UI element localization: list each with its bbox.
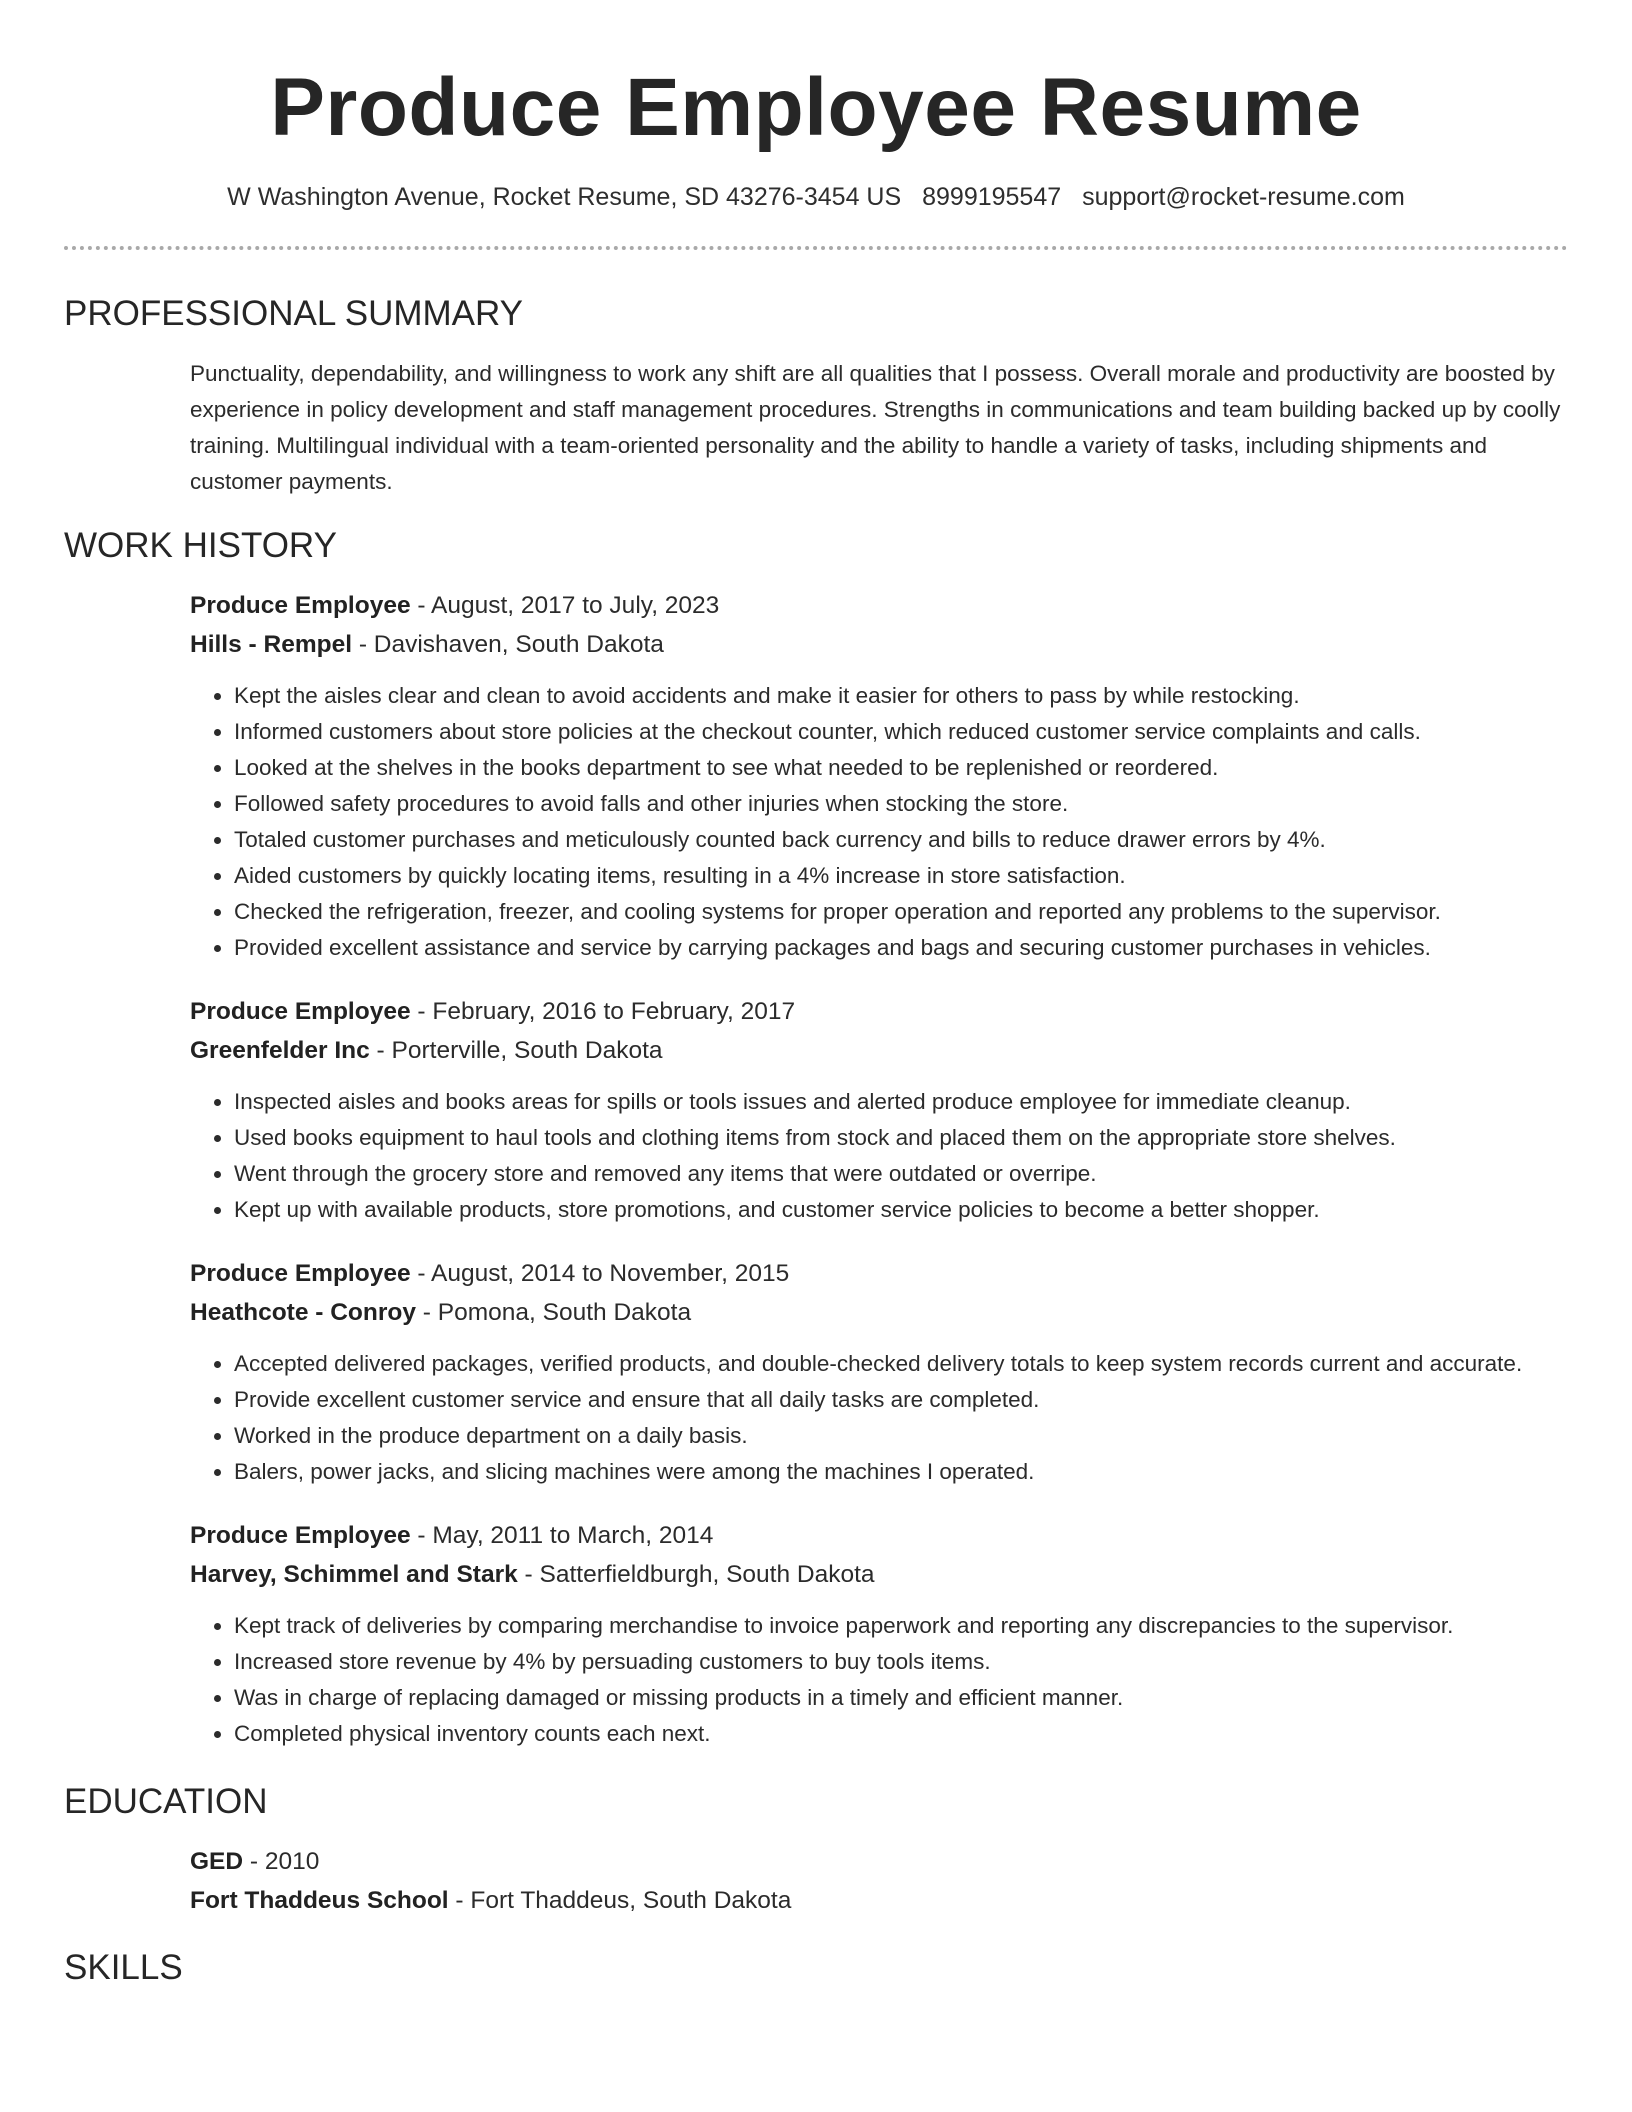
education-school: Fort Thaddeus School [190,1887,449,1914]
education-degree-line [190,1842,1568,1881]
job-bullets [190,1346,1568,1490]
job-location: - Pomona, South Dakota [415,1299,692,1326]
job-title: Produce Employee [190,998,411,1025]
job-entry [190,1254,1568,1490]
job-title-line [190,1254,1568,1293]
job-location: - Davishaven, South Dakota [352,631,664,658]
job-bullets [190,1608,1568,1752]
list-item: • Balers, power jacks, and slicing machines were among the machines I operated. [234,1454,1568,1490]
job-company: Heathcote - Conroy [190,1299,416,1326]
list-item: • Kept up with available products, store promotions, and customer service policies to become a better shopper. [234,1192,1568,1228]
list-item: • Kept the aisles clear and clean to avoid accidents and make it easier for others to pass by while restocking. [234,678,1568,714]
job-entry [190,1516,1568,1752]
job-company-line [190,625,1568,664]
job-company-line [190,1031,1568,1070]
job-bullets [190,678,1568,966]
list-item: • Kept track of deliveries by comparing merchandise to invoice paperwork and reporting any discrepancies to the supervisor. [234,1608,1568,1644]
contact-email: support@rocket-resume.com [1082,183,1405,211]
list-item: • Worked in the produce department on a daily basis. [234,1418,1568,1454]
list-item: • Used books equipment to haul tools and clothing items from stock and placed them on the appropriate store shelves. [234,1120,1568,1156]
job-company: Hills - Rempel [190,631,353,658]
job-entry [190,992,1568,1228]
contact-address: W Washington Avenue, Rocket Resume, SD 43276-3454 US [227,183,902,211]
education-school-line [190,1881,1568,1920]
job-title: Produce Employee [190,592,411,619]
section-title-work-history: WORK HISTORY [64,526,337,565]
job-company: Harvey, Schimmel and Stark [190,1561,518,1588]
list-item: • Provide excellent customer service and ensure that all daily tasks are completed. [234,1382,1568,1418]
resume-page [64,0,1568,1990]
job-bullets [190,1084,1568,1228]
list-item: • Provided excellent assistance and service by carrying packages and bags and securing customer purchases in vehicles. [234,930,1568,966]
list-item: • Followed safety procedures to avoid falls and other injuries when stocking the store. [234,786,1568,822]
job-title-line [190,992,1568,1031]
list-item: • Increased store revenue by 4% by persuading customers to buy tools items. [234,1644,1568,1680]
job-company-line [190,1555,1568,1594]
job-location: - Porterville, South Dakota [369,1037,663,1064]
job-dates: - August, 2017 to July, 2023 [410,592,720,619]
list-item: • Informed customers about store policies at the checkout counter, which reduced customer service complaints and calls. [234,714,1568,750]
job-title: Produce Employee [190,1522,411,1549]
job-title-line [190,586,1568,625]
job-company: Greenfelder Inc [190,1037,370,1064]
list-item: • Completed physical inventory counts each next. [234,1716,1568,1752]
education-year: - 2010 [243,1848,320,1875]
job-dates: - May, 2011 to March, 2014 [410,1522,714,1549]
education-location: - Fort Thaddeus, South Dakota [448,1887,792,1914]
section-title-summary: PROFESSIONAL SUMMARY [64,294,523,333]
list-item: • Was in charge of replacing damaged or missing products in a timely and efficient manner. [234,1680,1568,1716]
job-location: - Satterfieldburgh, South Dakota [517,1561,875,1588]
contact-line [64,180,1568,214]
summary-text: Punctuality, dependability, and willingness to work any shift are all qualities that I possess. Overall morale and productivity are boosted by experience in policy development and staff management procedures. Strengths in communications and team building backed up by coolly training. Multilingual individual with a team-oriented personality and the ability to handle a variety of tasks, including shipments and customer payments. [190,361,1561,494]
list-item: • Inspected aisles and books areas for spills or tools issues and alerted produce employee for immediate cleanup. [234,1084,1568,1120]
job-title: Produce Employee [190,1260,411,1287]
list-item: • Went through the grocery store and removed any items that were outdated or overripe. [234,1156,1568,1192]
job-title-line [190,1516,1568,1555]
list-item: • Looked at the shelves in the books department to see what needed to be replenished or reordered. [234,750,1568,786]
job-entry [190,586,1568,966]
header-divider [64,246,1568,250]
education-degree: GED [190,1848,244,1875]
list-item: • Checked the refrigeration, freezer, and cooling systems for proper operation and reported any problems to the supervisor. [234,894,1568,930]
page-title: Produce Employee Resume [270,62,1362,153]
job-company-line [190,1293,1568,1332]
section-title-education: EDUCATION [64,1782,268,1821]
section-title-skills: SKILLS [64,1948,183,1987]
work-history-list [190,586,1568,1752]
job-dates: - August, 2014 to November, 2015 [410,1260,790,1287]
education-entry [190,1842,1568,1920]
contact-phone: 8999195547 [922,183,1062,211]
list-item: • Accepted delivered packages, verified products, and double-checked delivery totals to keep system records current and accurate. [234,1346,1568,1382]
job-dates: - February, 2016 to February, 2017 [410,998,796,1025]
list-item: • Aided customers by quickly locating items, resulting in a 4% increase in store satisfaction. [234,858,1568,894]
list-item: • Totaled customer purchases and meticulously counted back currency and bills to reduce drawer errors by 4%. [234,822,1568,858]
